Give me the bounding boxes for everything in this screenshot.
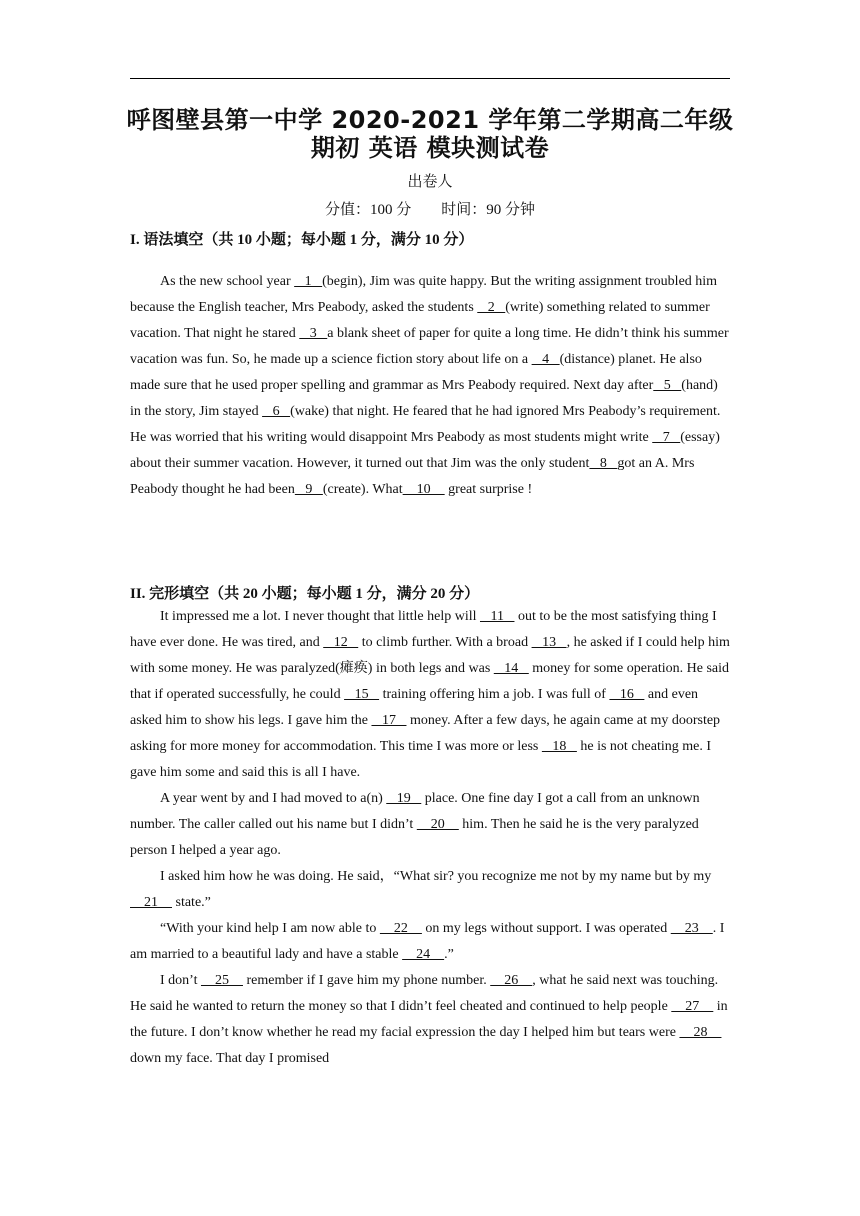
header-rule [130,78,730,79]
answer-blank: 12 [323,635,359,650]
answer-blank: 4 [531,352,560,367]
section-2-paragraph-2: A year went by and I had moved to a(n) 19 place. One fine day I got a call from an unknown number. The caller called out his name but I didn’t 20 him. Then he said he is the very paralyzed person I helped a year ago. [130,791,700,858]
answer-blank: 23 [670,921,713,936]
answer-blank: 2 [477,300,506,315]
section-1-heading: I. 语法填空（共 10 小题；每小题 1 分，满分 10 分） [130,232,474,248]
answer-blank: 21 [130,895,172,910]
answer-blank: 8 [589,456,618,471]
author-line: 出卷人 [407,174,453,190]
answer-blank: 22 [379,921,422,936]
section-2-paragraph-4: “With your kind help I am now able to 22 on my legs without support. I was operated 23 . I am married to a beautiful lady and have a stable 24 .” [130,921,725,962]
answer-blank: 16 [609,687,645,702]
answer-blank: 28 [679,1025,722,1040]
answer-blank: 14 [493,661,529,676]
answer-blank: 20 [416,817,459,832]
answer-blank: 11 [479,609,515,624]
section-1-passage [130,269,732,503]
section-2-paragraph-5: I don’t 25 remember if I gave him my phone number. 26 , what he said next was touching. He said he wanted to return the money so that I didn’t feel cheated and continued to help people 27 in the future. I don’t know whether he read my facial expression the day I helped him but tears were 28 down my face. That day I promised [130,973,728,1066]
answer-blank: 10 [402,482,445,497]
answer-blank: 3 [299,326,328,341]
section-2-heading: II. 完形填空（共 20 小题；每小题 1 分，满分 20 分） [130,586,480,602]
answer-blank: 15 [344,687,380,702]
answer-blank: 18 [541,739,577,754]
answer-blank: 5 [653,378,682,393]
section-2-passage [130,604,732,1072]
section-1-paragraph: As the new school year 1 (begin), Jim was quite happy. But the writing assignment troubled him because the English teacher, Mrs Peabody, asked the students 2 (write) something related to summer vacation. That night he stared 3 a blank sheet of paper for quite a long time. He didn’t think his summer vacation was fun. So, he made up a science fiction story about life on a 4 (distance) planet. He also made sure that he used proper spelling and grammar as Mrs Peabody required. Next day after 5 (hand) in the story, Jim stayed 6 (wake) that night. He feared that he had ignored Mrs Peabody’s requirement. He was worried that his writing would disappoint Mrs Peabody as most students might write 7 (essay) about their summer vacation. However, it turned out that Jim was the only student 8 got an A. Mrs Peabody thought he had been 9 (create). What 10 great surprise ! [130,274,729,497]
answer-blank: 7 [652,430,681,445]
answer-blank: 27 [671,999,714,1014]
document-title-line-1: 呼图壁县第一中学 2020-2021 学年第二学期高二年级 [126,106,734,134]
answer-blank: 19 [386,791,422,806]
answer-blank: 26 [490,973,533,988]
answer-blank: 13 [531,635,567,650]
score-time-line: 分值：100 分 时间：90 分钟 [324,202,535,218]
section-2-paragraph-1: It impressed me a lot. I never thought that little help will 11 out to be the most satisfying thing I have ever done. He was tired, and 12 to climb further. With a broad 13 , he asked if I could help him with some money. He was paralyzed(瘫痪) in both legs and was 14 money for some operation. He said that if operated successfully, he could 15 training offering him a job. I was full of 16 and even asked him to show his legs. I gave him the 17 money. After a few days, he again came at my doorstep asking for more money for accommodation. This time I was more or less 18 he is not cheating me. I gave him some and said this is all I have. [130,609,730,780]
document-title-line-2: 期初 英语 模块测试卷 [310,134,550,162]
answer-blank: 24 [402,947,445,962]
answer-blank: 6 [262,404,291,419]
answer-blank: 1 [294,274,323,289]
section-2-paragraph-3: I asked him how he was doing. He said，“What sir? you recognize me not by my name but by my 21 state.” [130,869,712,910]
answer-blank: 25 [200,973,243,988]
answer-blank: 17 [371,713,407,728]
answer-blank: 9 [294,482,323,497]
